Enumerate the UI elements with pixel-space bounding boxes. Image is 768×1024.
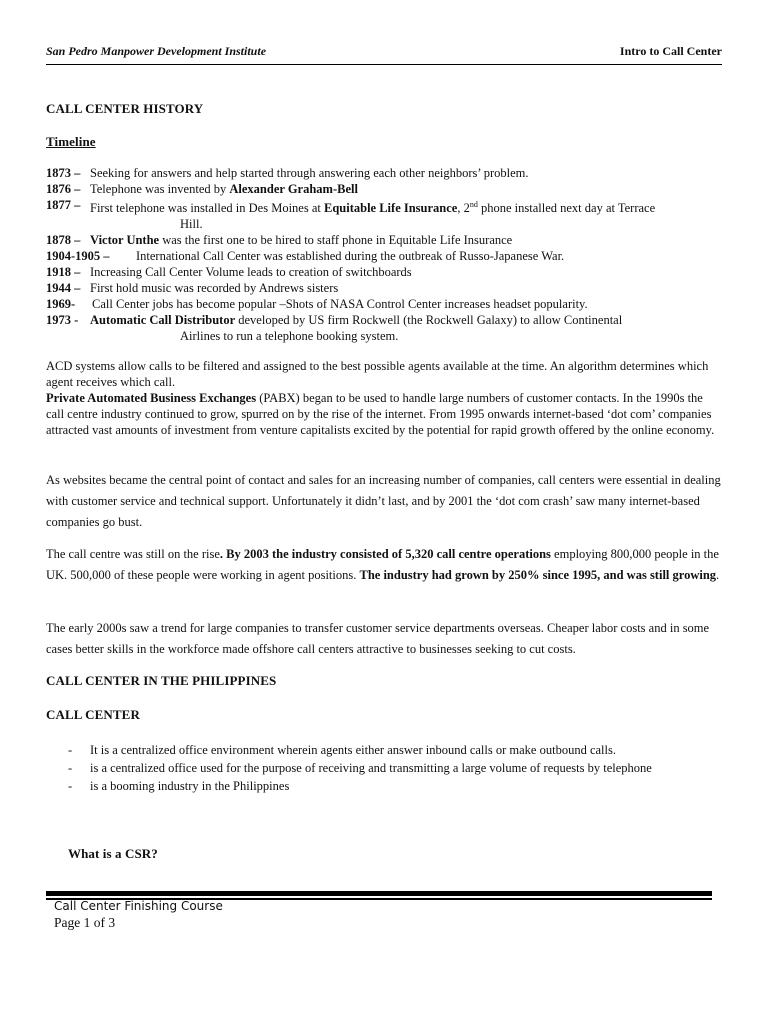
timeline-bold: Equitable Life Insurance (324, 201, 458, 216)
timeline-year: 1904-1905 – (46, 249, 110, 264)
timeline-continuation: Hill. (180, 217, 203, 232)
rise-text-e: . (716, 568, 720, 582)
bullet-dash: - (68, 743, 73, 757)
websites-paragraph: As websites became the central point of contact and sales for an increasing number of companies, call centers were essential in dealing with customer service and technical support. Unfortunately it didn’t last, and by 2001 the ‘dot com crash’ saw many internet-based companies go bust. (46, 473, 721, 529)
timeline-item (46, 312, 726, 344)
timeline-item (46, 165, 726, 181)
acd-paragraph: ACD systems allow calls to be filtered and assigned to the best possible agents available at the time. An algorithm determines which agent receives which call. (46, 359, 709, 389)
timeline-text: was the first one to be hired to staff phone in Equitable Life Insurance (159, 233, 513, 248)
list-item-text: is a centralized office used for the purpose of receiving and transmitting a large volume of requests by telephone (90, 761, 652, 775)
timeline-year: 1918 – (46, 265, 81, 280)
timeline-item (46, 280, 726, 296)
timeline-text: Telephone was invented by (90, 182, 230, 196)
rise-text-a: The call centre was still on the rise (46, 547, 220, 561)
timeline-item (46, 197, 726, 232)
timeline-year: 1878 – (46, 233, 81, 248)
timeline-continuation: Airlines to run a telephone booking system. (180, 329, 399, 344)
timeline-item (46, 264, 726, 280)
timeline-text: developed by US firm Rockwell (the Rockwell Galaxy) to allow Continental (235, 313, 623, 328)
early-2000s-paragraph: The early 2000s saw a trend for large companies to transfer customer service departments overseas. Cheaper labor costs and in some cases better skills in the workforce made offshore call centers attractive to businesses seeking to cut costs. (46, 621, 710, 656)
csr-question: What is a CSR? (68, 846, 158, 861)
page-header (46, 44, 722, 62)
timeline-text: Seeking for answers and help started through answering each other neighbors’ problem. (90, 166, 529, 180)
timeline-bold: Victor Unthe (90, 233, 160, 248)
definition-list (68, 741, 728, 795)
bullet-dash: - (68, 761, 73, 775)
rise-bold-b: . By 2003 the industry consisted of 5,320 call centre operations (219, 547, 551, 561)
timeline-item (46, 232, 726, 248)
rise-bold-d: The industry had grown by 250% since 1995, and was still growing (359, 568, 717, 582)
list-item-text: is a booming industry in the Philippines (90, 779, 290, 793)
timeline-bold: Alexander Graham-Bell (229, 182, 358, 196)
list-item (68, 759, 728, 777)
header-course-title: Intro to Call Center (619, 44, 722, 58)
timeline-item (46, 248, 726, 264)
timeline-year: 1969- (46, 297, 76, 312)
rise-text-c: employing 800,000 people in the UK. 500,000 of these people were working in agent positions. (46, 547, 719, 582)
footer-page-number: Page 1 of 3 (54, 915, 116, 930)
pabx-bold: Private Automated Business Exchanges (46, 391, 257, 405)
footer-rule-thick (46, 891, 712, 896)
pabx-paragraph (46, 390, 718, 438)
section-title-history: CALL CENTER HISTORY (46, 101, 204, 116)
header-institute: San Pedro Manpower Development Institute (46, 44, 267, 58)
timeline-heading: Timeline (46, 134, 96, 149)
list-item-text: It is a centralized office environment wherein agents either answer inbound calls or make outbound calls. (90, 743, 616, 757)
timeline-text: Increasing Call Center Volume leads to creation of switchboards (90, 265, 412, 280)
timeline-sup: nd (469, 200, 478, 209)
pabx-text: (PABX) began to be used to handle large numbers of customer contacts. In the 1990s the call centre industry continued to grow, spurred on by the rise of the internet. From 1995 onwards internet-based ‘dot com’ companies attracted vast amounts of investment from venture capitalists excited by the potential for rapid growth offered by the online economy. (46, 391, 715, 437)
timeline-list (46, 165, 726, 344)
timeline-year: 1873 – (46, 166, 81, 180)
timeline-text: phone installed next day at Terrace (477, 201, 656, 216)
bullet-dash: - (68, 779, 73, 793)
timeline-year: 1973 - (46, 313, 79, 328)
timeline-text: First telephone was installed in Des Moines at (90, 201, 324, 216)
timeline-text: First hold music was recorded by Andrews sisters (90, 281, 339, 296)
timeline-text: Call Center jobs has become popular –Shots of NASA Control Center increases headset popularity. (92, 297, 588, 312)
timeline-year: 1944 – (46, 281, 81, 296)
timeline-bold: Automatic Call Distributor (90, 313, 236, 328)
section-title-philippines: CALL CENTER IN THE PHILIPPINES (46, 673, 277, 688)
list-item (68, 741, 728, 759)
timeline-item (46, 181, 726, 197)
header-rule (46, 64, 722, 65)
timeline-year: 1876 – (46, 182, 81, 196)
timeline-year: 1877 – (46, 198, 81, 212)
timeline-text: , 2 (457, 201, 470, 216)
timeline-item (46, 296, 726, 312)
timeline-text: International Call Center was established during the outbreak of Russo-Japanese War. (136, 249, 565, 264)
footer-course: Call Center Finishing Course (54, 899, 223, 913)
section-title-call-center: CALL CENTER (46, 707, 140, 722)
rise-paragraph (46, 544, 722, 586)
list-item (68, 777, 728, 795)
